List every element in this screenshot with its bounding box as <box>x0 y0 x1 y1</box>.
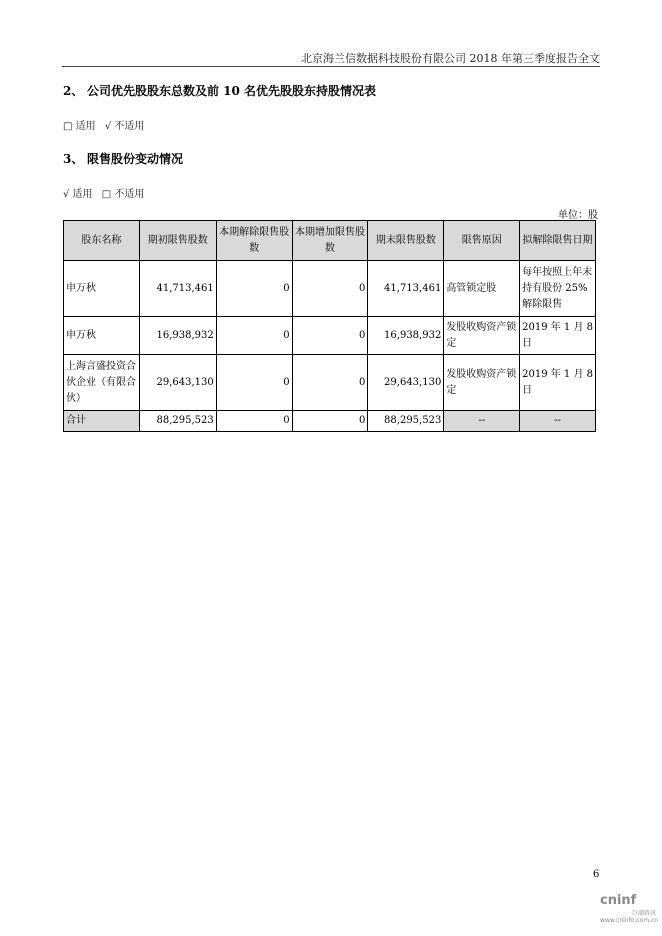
opening-restricted: 41,713,461 <box>139 261 216 317</box>
section-2-not-applicable-option: √ 不适用 <box>104 121 145 132</box>
total-closing-restricted: 88,295,523 <box>368 411 444 432</box>
section-2-number: 2、 <box>63 84 84 98</box>
total-opening-restricted: 88,295,523 <box>139 411 216 432</box>
column-header: 股东名称 <box>64 221 140 261</box>
table-row <box>64 355 596 411</box>
total-label: 合计 <box>64 411 140 432</box>
column-header: 本期解除限售股数 <box>216 221 292 261</box>
released-this-period: 0 <box>216 261 292 317</box>
opening-restricted: 29,643,130 <box>139 355 216 411</box>
release-date: 2019 年 1 月 8 日 <box>520 317 596 355</box>
release-date: 每年按照上年末持有股份 25%解除限售 <box>520 261 596 317</box>
table-row <box>64 317 596 355</box>
shareholder-name: 申万秋 <box>64 317 140 355</box>
total-reason: -- <box>444 411 520 432</box>
restriction-reason: 发股收购资产锁定 <box>444 317 520 355</box>
shareholder-name: 申万秋 <box>64 261 140 317</box>
logo-wordmark: cninf <box>600 893 637 908</box>
total-added: 0 <box>292 411 368 432</box>
released-this-period: 0 <box>216 355 292 411</box>
column-header: 限售原因 <box>444 221 520 261</box>
table-total-row <box>64 411 596 432</box>
column-header: 期末限售股数 <box>368 221 444 261</box>
restriction-reason: 高管锁定股 <box>444 261 520 317</box>
closing-restricted: 29,643,130 <box>368 355 444 411</box>
total-released: 0 <box>216 411 292 432</box>
section-3-heading <box>63 150 183 167</box>
section-2-heading <box>63 82 376 99</box>
closing-restricted: 16,938,932 <box>368 317 444 355</box>
unit-label: 单位：股 <box>558 210 598 221</box>
closing-restricted: 41,713,461 <box>368 261 444 317</box>
restricted-shares-table <box>63 220 596 432</box>
section-3-number: 3、 <box>63 152 84 166</box>
table-row <box>64 261 596 317</box>
column-header: 本期增加限售股数 <box>292 221 368 261</box>
added-this-period: 0 <box>292 355 368 411</box>
section-2-title: 公司优先股股东总数及前 10 名优先股股东持股情况表 <box>87 84 377 98</box>
total-release-date: -- <box>520 411 596 432</box>
header-rule <box>62 66 600 67</box>
section-2-applicability <box>63 117 150 132</box>
opening-restricted: 16,938,932 <box>139 317 216 355</box>
section-3-not-applicable-option: □ 不适用 <box>101 189 145 200</box>
section-3-applicability <box>63 185 150 200</box>
report-header: 北京海兰信数据科技股份有限公司 2018 年第三季度报告全文 <box>301 52 600 65</box>
section-3-applicable-option: √ 适用 <box>63 189 93 200</box>
restriction-reason: 发股收购资产锁定 <box>444 355 520 411</box>
added-this-period: 0 <box>292 261 368 317</box>
release-date: 2019 年 1 月 8 日 <box>520 355 596 411</box>
released-this-period: 0 <box>216 317 292 355</box>
cninfo-logo <box>600 893 659 927</box>
section-2-applicable-option: □ 适用 <box>63 121 96 132</box>
added-this-period: 0 <box>292 317 368 355</box>
shareholder-name: 上海言盛投资合伙企业（有限合伙） <box>64 355 140 411</box>
column-header: 拟解除限售日期 <box>520 221 596 261</box>
logo-url: www.cninfo.com.cn <box>600 917 659 924</box>
section-3-title: 限售股份变动情况 <box>87 152 184 166</box>
column-header: 期初限售股数 <box>139 221 216 261</box>
page-number: 6 <box>593 869 600 880</box>
table-header-row <box>64 221 596 261</box>
logo-subtitle: 巨潮资讯 <box>631 910 656 917</box>
